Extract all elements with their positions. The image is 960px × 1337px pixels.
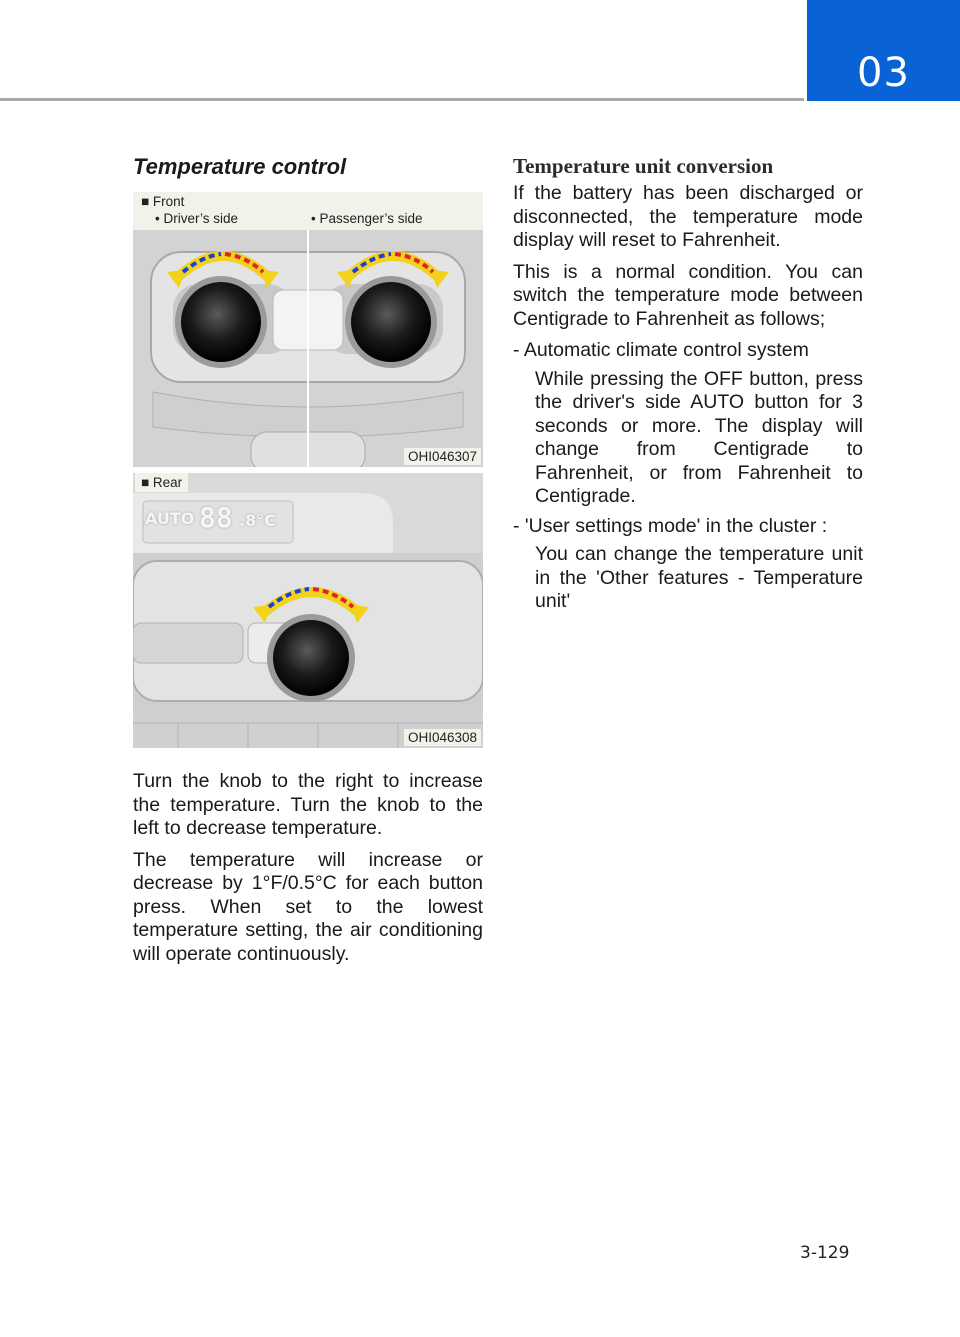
rear-display-temperature: 88 <box>199 501 233 534</box>
figure-code-rear: OHI046308 <box>404 729 481 746</box>
figure-label-driver-side: • Driver’s side <box>155 211 238 226</box>
figure-label-rear: ■ Rear <box>135 473 188 492</box>
chapter-tab <box>807 0 960 101</box>
rear-display-auto: AUTO <box>145 509 195 528</box>
paragraph-normal-condition: This is a normal condition. You can switch the temperature mode between Centigrade to Fahrenheit as follows; <box>513 260 863 330</box>
list-item-automatic-climate <box>513 339 863 509</box>
list-item-body: You can change the temperature unit in the 'Other features - Temperature unit' <box>535 543 863 612</box>
figure-front-controls <box>133 192 483 467</box>
figure-rear-controls <box>133 473 483 748</box>
figure-code-front: OHI046307 <box>404 448 481 465</box>
list-item-head: - 'User settings mode' in the cluster : <box>513 514 828 537</box>
right-column <box>513 150 863 620</box>
figure-label-passenger-side: • Passenger’s side <box>311 211 423 226</box>
header-rule <box>0 98 804 101</box>
page-number: 3-129 <box>800 1243 850 1263</box>
figure-label-front: ■ Front <box>141 194 185 209</box>
section-heading-unit-conversion: Temperature unit conversion <box>513 154 774 178</box>
list-item-head: - Automatic climate control system <box>513 339 809 361</box>
section-heading-temperature-control: Temperature control <box>133 154 347 179</box>
front-controls-illustration <box>133 192 483 467</box>
list-item-user-settings <box>513 515 863 614</box>
paragraph-battery-reset: If the battery has been discharged or disconnected, the temperature mode display will reset to Fahrenheit. <box>513 182 863 251</box>
left-column <box>133 150 483 974</box>
list-item-body: While pressing the OFF button, press the driver's side AUTO button for 3 seconds or more. The display will change from Centigrade to Fahrenheit, or from Fahrenheit to Centigrade. <box>535 367 863 507</box>
rear-display-unit: .8°C <box>239 511 276 530</box>
paragraph-temperature-step: The temperature will increase or decrease by 1°F/0.5°C for each button press. When set to the lowest temperature setting, the air conditioning will operate continuously. <box>133 848 483 965</box>
paragraph-knob-instruction: Turn the knob to the right to increase the temperature. Turn the knob to the left to decrease temperature. <box>133 770 483 839</box>
chapter-number: 03 <box>857 50 910 96</box>
